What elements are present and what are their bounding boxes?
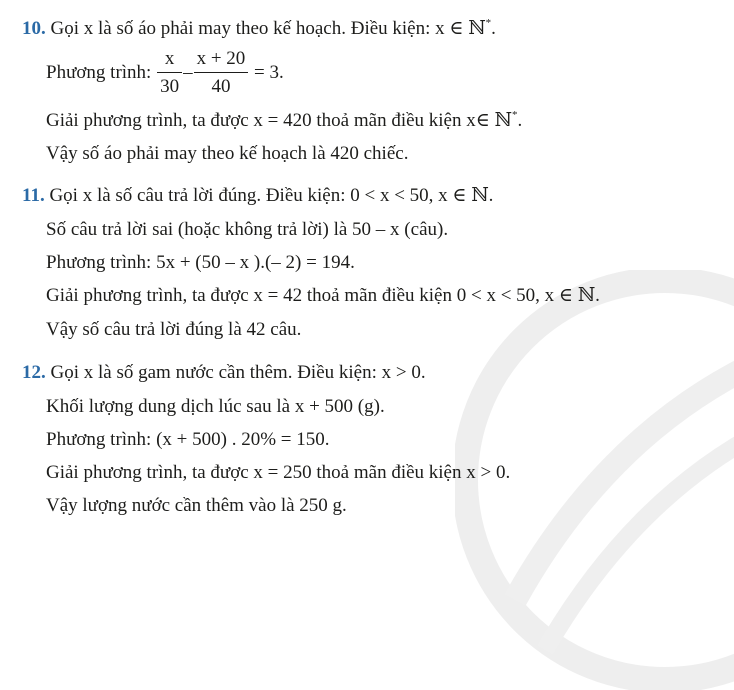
solve-text: Giải phương trình, ta được x = 420 thoả mãn điều kiện x∈ ℕ [46, 110, 512, 131]
problem-11-line-3 [46, 252, 355, 274]
fraction-1 [157, 48, 182, 98]
problem-11-line-4 [46, 285, 600, 307]
fraction-2 [194, 48, 249, 98]
problem-10-solve [46, 110, 522, 132]
problem-12-line-5 [46, 495, 347, 517]
problem-10-conclusion [46, 143, 408, 165]
line-text: Giải phương trình, ta được x = 42 thoả mãn điều kiện 0 < x < 50, x ∈ ℕ. [46, 285, 600, 306]
problem-number: 10. [22, 18, 46, 39]
problem-11-line-2 [46, 219, 448, 241]
line-text: Vậy số câu trả lời đúng là 42 câu. [46, 319, 302, 340]
fraction-numerator: x [157, 48, 182, 73]
line-text: Giải phương trình, ta được x = 250 thoả mãn điều kiện x > 0. [46, 462, 511, 483]
line-text: Khối lượng dung dịch lúc sau là x + 500 (g). [46, 396, 385, 417]
problem-12-line-4 [46, 462, 510, 484]
line-text: Vậy lượng nước cần thêm vào là 250 g. [46, 495, 347, 516]
problem-10-intro [22, 18, 496, 40]
superscript: * [511, 109, 518, 121]
problem-text: Gọi x là số câu trả lời đúng. Điều kiện: 0 < x < 50, x ∈ ℕ. [49, 185, 494, 206]
minus-sign: – [183, 62, 193, 83]
fraction-denominator: 40 [211, 76, 231, 97]
problem-text: Gọi x là số áo phải may theo kế hoạch. Điều kiện: x ∈ ℕ [50, 18, 486, 39]
problem-number: 11. [22, 185, 45, 206]
problem-12-intro [22, 362, 426, 384]
problem-number: 12. [22, 362, 46, 383]
line-text: Phương trình: 5x + (50 – x ).(– 2) = 194. [46, 252, 355, 273]
problem-text: Gọi x là số gam nước cần thêm. Điều kiện: x > 0. [50, 362, 426, 383]
line-text: Số câu trả lời sai (hoặc không trả lời) là 50 – x (câu). [46, 219, 449, 240]
fraction-denominator: 30 [160, 76, 180, 97]
superscript: * [485, 17, 492, 29]
problem-10-equation [46, 48, 284, 98]
problem-12-line-3 [46, 429, 330, 451]
problem-11-line-5 [46, 319, 301, 341]
fraction-numerator: x + 20 [194, 48, 249, 73]
conclusion-text: Vậy số áo phải may theo kế hoạch là 420 chiếc. [46, 143, 409, 164]
punctuation: . [517, 110, 523, 131]
punctuation: . [491, 18, 496, 39]
line-text: Phương trình: (x + 500) . 20% = 150. [46, 429, 330, 450]
problem-12-line-2 [46, 396, 385, 418]
equation-result: = 3. [254, 62, 284, 83]
problem-11-intro [22, 185, 493, 207]
equation-label: Phương trình: [46, 62, 152, 83]
